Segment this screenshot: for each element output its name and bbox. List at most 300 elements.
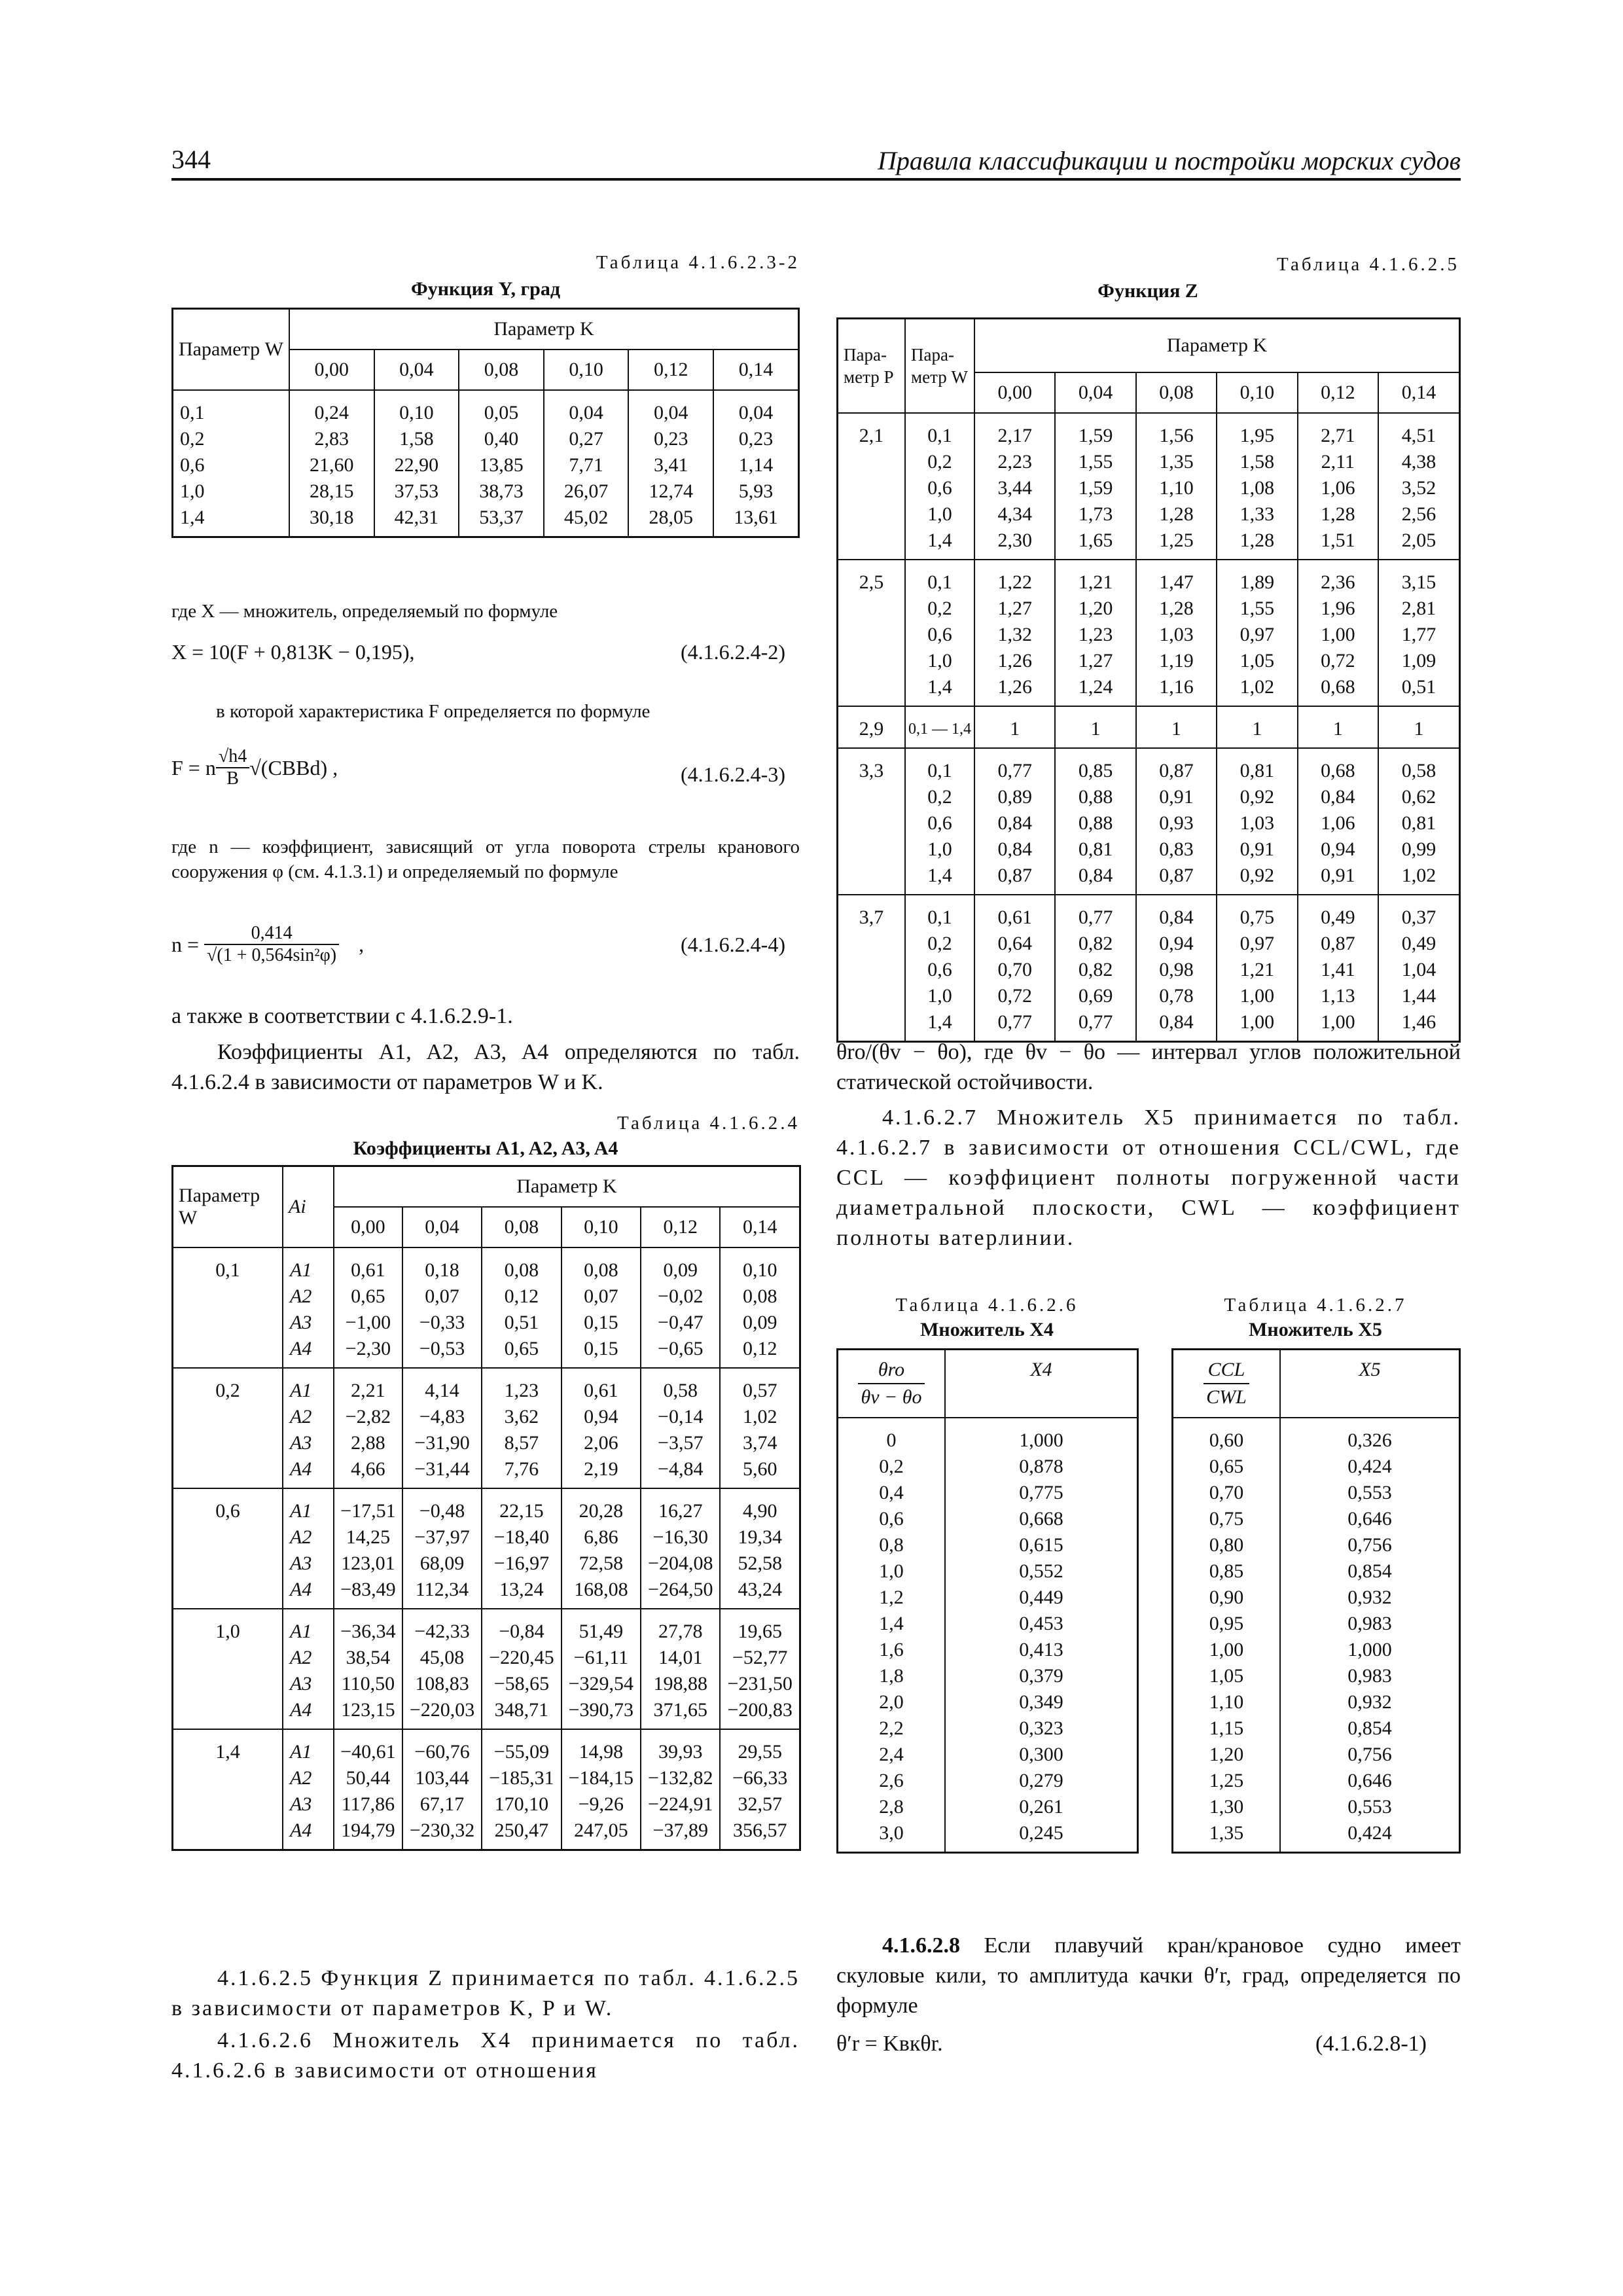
table-cell: 1,28 <box>1136 596 1217 622</box>
w-value: 1,4 <box>905 1009 974 1042</box>
table-cell: 4,90 <box>720 1488 800 1524</box>
table-cell: 0,07 <box>402 1283 482 1310</box>
table-cell: 1,27 <box>1055 648 1135 674</box>
paragraph-4-1-6-2-5-number: 4.1.6.2.5 <box>217 1966 313 1990</box>
multiplier-value: 0,424 <box>1280 1454 1460 1480</box>
table-cell: 4,14 <box>402 1368 482 1404</box>
table-cell: 0,62 <box>1378 784 1459 810</box>
k-value-header: 0,12 <box>628 350 713 390</box>
equation-8-1: θ′r = Kвкθr. <box>836 2032 943 2056</box>
table-cell: 1,21 <box>1217 957 1297 983</box>
table-row <box>838 560 1460 596</box>
table-cell: −31,90 <box>402 1430 482 1456</box>
multiplier-value: 0,878 <box>945 1454 1138 1480</box>
a-coefficient-label: A1 <box>283 1729 334 1765</box>
equation-f <box>171 746 338 789</box>
table-row <box>1173 1742 1460 1768</box>
table-cell: 0,81 <box>1055 836 1135 863</box>
table-cell: 2,88 <box>334 1430 402 1456</box>
ratio-value: 0,6 <box>838 1506 946 1532</box>
table-cell: 0,77 <box>974 748 1055 784</box>
table-x5 <box>1171 1348 1461 1854</box>
table-cell: 3,62 <box>482 1404 561 1430</box>
ratio-value: 1,4 <box>838 1611 946 1637</box>
table-row <box>838 674 1460 706</box>
table-cell: 0,07 <box>562 1283 641 1310</box>
table-cell: 1,02 <box>720 1404 800 1430</box>
table-cell: 3,15 <box>1378 560 1459 596</box>
ratio-value: 0,95 <box>1173 1611 1281 1637</box>
table-cell: 3,52 <box>1378 475 1459 501</box>
a-coefficient-label: A2 <box>283 1524 334 1551</box>
ratio-value: 1,6 <box>838 1637 946 1663</box>
table-cell: 0,40 <box>459 426 544 452</box>
w-value: 0,1 <box>173 390 290 426</box>
table-a-ai-header: Ai <box>283 1166 334 1248</box>
table-row <box>173 1368 800 1404</box>
table-cell: 1,13 <box>1298 983 1378 1009</box>
table-cell: 2,81 <box>1378 596 1459 622</box>
table-cell: −0,14 <box>641 1404 720 1430</box>
table-cell: 4,51 <box>1378 413 1459 449</box>
a-coefficient-label: A3 <box>283 1551 334 1577</box>
table-y-param-w-header: Параметр W <box>173 309 290 391</box>
paragraph-4-1-6-2-8-number: 4.1.6.2.8 <box>882 1933 960 1958</box>
table-cell: 0,97 <box>1217 931 1297 957</box>
table-row <box>173 452 799 478</box>
paragraph-4-1-6-2-8-text: Если плавучий кран/крановое судно имеет скуловые кили, то амплитуда качки θ′r, град, определяется по формуле <box>836 1933 1461 2018</box>
ratio-value: 1,10 <box>1173 1689 1281 1715</box>
table-row <box>838 1820 1138 1853</box>
a-coefficient-label: A4 <box>283 1697 334 1729</box>
table-cell: 0,15 <box>562 1336 641 1368</box>
table-cell: 1,20 <box>1055 596 1135 622</box>
table-y-param-k-header: Параметр K <box>289 309 799 350</box>
table-row <box>838 475 1460 501</box>
table-x4-col2-header: X4 <box>945 1350 1138 1418</box>
w-value: 0,2 <box>173 426 290 452</box>
multiplier-value: 0,279 <box>945 1768 1138 1794</box>
w-value: 1,0 <box>905 836 974 863</box>
table-cell: 1 <box>974 706 1055 748</box>
table-cell: −4,83 <box>402 1404 482 1430</box>
table-cell: 1,46 <box>1378 1009 1459 1042</box>
w-value: 0,1 <box>905 895 974 931</box>
table-row <box>838 413 1460 449</box>
table-a-param-k-header: Параметр K <box>334 1166 800 1208</box>
multiplier-value: 0,983 <box>1280 1663 1460 1689</box>
table-cell: 52,58 <box>720 1551 800 1577</box>
table-row <box>838 622 1460 648</box>
table-cell: 27,78 <box>641 1609 720 1645</box>
table-cell: 1,51 <box>1298 528 1378 560</box>
multiplier-value: 0,646 <box>1280 1768 1460 1794</box>
table-z-param-k-header: Параметр K <box>974 319 1460 373</box>
multiplier-value: 0,261 <box>945 1794 1138 1820</box>
equation-f-numerator: √h4 <box>216 746 249 768</box>
table-row <box>838 1480 1138 1506</box>
table-cell: 0,84 <box>1055 863 1135 895</box>
table-cell: −185,31 <box>482 1765 561 1791</box>
table-cell: 0,23 <box>713 426 798 452</box>
table-cell: −0,33 <box>402 1310 482 1336</box>
table-cell: 0,94 <box>1136 931 1217 957</box>
table-cell: 2,06 <box>562 1430 641 1456</box>
table-cell: 5,60 <box>720 1456 800 1488</box>
k-value-header: 0,10 <box>1217 372 1297 413</box>
table-cell: 1,25 <box>1136 528 1217 560</box>
table-cell: −66,33 <box>720 1765 800 1791</box>
table-cell: 22,90 <box>374 452 459 478</box>
in-which-f-text: в которой характеристика F определяется по формуле <box>216 701 651 722</box>
ratio-value: 1,00 <box>1173 1637 1281 1663</box>
table-row <box>173 1488 800 1524</box>
ratio-value: 0,60 <box>1173 1418 1281 1454</box>
table-cell: 0,84 <box>1136 895 1217 931</box>
table-cell: −390,73 <box>562 1697 641 1729</box>
k-value-header: 0,00 <box>334 1207 402 1247</box>
table-cell: 0,64 <box>974 931 1055 957</box>
table-cell: 0,87 <box>1136 863 1217 895</box>
table-cell: −200,83 <box>720 1697 800 1729</box>
a-coefficient-label: A1 <box>283 1488 334 1524</box>
table-cell: 1,32 <box>974 622 1055 648</box>
table-cell: 1,96 <box>1298 596 1378 622</box>
table-cell: −0,02 <box>641 1283 720 1310</box>
table-cell: 1,89 <box>1217 560 1297 596</box>
table-cell: 14,25 <box>334 1524 402 1551</box>
table-cell: 0,92 <box>1217 784 1297 810</box>
table-cell: 1,59 <box>1055 475 1135 501</box>
table-cell: 0,24 <box>289 390 374 426</box>
table-cell: 0,93 <box>1136 810 1217 836</box>
table-cell: 13,24 <box>482 1577 561 1609</box>
table-cell: 0,77 <box>1055 895 1135 931</box>
table-cell: 1,47 <box>1136 560 1217 596</box>
table-row <box>1173 1532 1460 1558</box>
a-coefficient-label: A4 <box>283 1577 334 1609</box>
table-row <box>838 895 1460 931</box>
table-cell: 1,28 <box>1136 501 1217 528</box>
table-cell: 1 <box>1055 706 1135 748</box>
ratio-value: 2,6 <box>838 1768 946 1794</box>
table-cell: 1,00 <box>1298 1009 1378 1042</box>
table-cell: 0,09 <box>641 1247 720 1283</box>
table-cell: −52,77 <box>720 1645 800 1671</box>
p-value: 3,7 <box>838 895 906 1042</box>
table-cell: −1,00 <box>334 1310 402 1336</box>
table-z-caption: Таблица 4.1.6.2.5 <box>1276 254 1459 275</box>
table-cell: 0,18 <box>402 1247 482 1283</box>
table-cell: 0,65 <box>482 1336 561 1368</box>
table-x5-col2-header: X5 <box>1280 1350 1460 1418</box>
a-coefficient-label: A2 <box>283 1283 334 1310</box>
table-cell: 0,89 <box>974 784 1055 810</box>
table-cell: 0,97 <box>1217 622 1297 648</box>
table-cell: 4,38 <box>1378 449 1459 475</box>
w-value: 0,1 <box>905 413 974 449</box>
table-cell: 0,12 <box>482 1283 561 1310</box>
table-row <box>838 1611 1138 1637</box>
table-cell: 0,82 <box>1055 957 1135 983</box>
table-row <box>173 478 799 505</box>
table-cell: 1,55 <box>1217 596 1297 622</box>
table-cell: 0,87 <box>974 863 1055 895</box>
table-cell: 0,68 <box>1298 748 1378 784</box>
multiplier-value: 0,983 <box>1280 1611 1460 1637</box>
w-value: 0,6 <box>173 452 290 478</box>
running-title: Правила классификации и постройки морских судов <box>877 146 1461 175</box>
table-cell: 1,02 <box>1378 863 1459 895</box>
table-cell: 198,88 <box>641 1671 720 1697</box>
ratio-value: 1,2 <box>838 1585 946 1611</box>
table-x5-title: Множитель X5 <box>1249 1319 1382 1340</box>
table-x5-col1-denominator: CWL <box>1206 1386 1247 1408</box>
coefficients-paragraph: Коэффициенты A1, A2, A3, A4 определяются по табл. 4.1.6.2.4 в зависимости от параметров W и K. <box>171 1040 800 1094</box>
table-cell: 0,05 <box>459 390 544 426</box>
a-coefficient-label: A1 <box>283 1247 334 1283</box>
table-cell: −31,44 <box>402 1456 482 1488</box>
ratio-value: 1,05 <box>1173 1663 1281 1689</box>
table-row <box>1173 1611 1460 1637</box>
table-cell: −2,82 <box>334 1404 402 1430</box>
table-cell: −184,15 <box>562 1765 641 1791</box>
table-z <box>836 317 1461 1043</box>
table-cell: 1,02 <box>1217 674 1297 706</box>
table-cell: 0,51 <box>1378 674 1459 706</box>
table-cell: −18,40 <box>482 1524 561 1551</box>
table-cell: 72,58 <box>562 1551 641 1577</box>
table-cell: 1,05 <box>1217 648 1297 674</box>
table-cell: 0,23 <box>628 426 713 452</box>
table-row <box>1173 1768 1460 1794</box>
w-value: 1,4 <box>905 674 974 706</box>
table-cell: 1 <box>1298 706 1378 748</box>
where-n-text: где n — коэффициент, зависящий от угла поворота стрелы кранового сооружения φ (см. 4.1.3.1) и определяемый по формуле <box>171 836 800 882</box>
table-cell: 22,15 <box>482 1488 561 1524</box>
paragraph-4-1-6-2-6-text: Множитель X4 принимается по табл. 4.1.6.2.6 в зависимости от отношения <box>171 2028 800 2083</box>
table-cell: 2,36 <box>1298 560 1378 596</box>
k-value-header: 0,08 <box>459 350 544 390</box>
table-cell: 42,31 <box>374 505 459 537</box>
table-x4-col1-numerator: θro <box>858 1357 924 1384</box>
table-cell: 356,57 <box>720 1818 800 1850</box>
table-cell: 0,75 <box>1217 895 1297 931</box>
table-row <box>838 836 1460 863</box>
table-cell: −204,08 <box>641 1551 720 1577</box>
table-cell: 0,72 <box>974 983 1055 1009</box>
w-value: 0,6 <box>905 810 974 836</box>
table-cell: 1,41 <box>1298 957 1378 983</box>
table-cell: 110,50 <box>334 1671 402 1697</box>
equation-n-number: (4.1.6.2.4-4) <box>681 933 785 956</box>
equation-n-numerator: 0,414 <box>204 923 339 945</box>
ratio-value: 1,30 <box>1173 1794 1281 1820</box>
table-cell: 0,84 <box>974 810 1055 836</box>
multiplier-value: 1,000 <box>945 1418 1138 1454</box>
paragraph-4-1-6-2-5-text: Функция Z принимается по табл. 4.1.6.2.5 в зависимости от параметров K, P и W. <box>171 1966 800 2020</box>
table-row <box>1173 1454 1460 1480</box>
ratio-value: 1,15 <box>1173 1715 1281 1742</box>
a-coefficient-label: A2 <box>283 1645 334 1671</box>
multiplier-value: 0,300 <box>945 1742 1138 1768</box>
page-number: 344 <box>171 145 211 174</box>
table-cell: 0,69 <box>1055 983 1135 1009</box>
ratio-value: 0,65 <box>1173 1454 1281 1480</box>
ratio-value: 0 <box>838 1418 946 1454</box>
multiplier-value: 0,646 <box>1280 1506 1460 1532</box>
table-cell: 250,47 <box>482 1818 561 1850</box>
table-cell: 0,04 <box>713 390 798 426</box>
k-value-header: 0,04 <box>374 350 459 390</box>
table-row <box>1173 1689 1460 1715</box>
table-cell: 0,91 <box>1136 784 1217 810</box>
table-cell: −132,82 <box>641 1765 720 1791</box>
table-cell: 0,09 <box>720 1310 800 1336</box>
table-cell: 0,77 <box>974 1009 1055 1042</box>
table-row <box>838 1663 1138 1689</box>
table-row <box>838 1418 1138 1454</box>
table-row <box>838 863 1460 895</box>
ratio-value: 1,20 <box>1173 1742 1281 1768</box>
ratio-value: 0,75 <box>1173 1506 1281 1532</box>
table-cell: 2,30 <box>974 528 1055 560</box>
table-cell: −0,48 <box>402 1488 482 1524</box>
table-cell: 0,61 <box>562 1368 641 1404</box>
table-cell: 0,81 <box>1217 748 1297 784</box>
table-cell: 16,27 <box>641 1488 720 1524</box>
table-cell: 0,08 <box>562 1247 641 1283</box>
table-row <box>838 596 1460 622</box>
table-row <box>838 1742 1138 1768</box>
w-value: 1,4 <box>905 528 974 560</box>
table-cell: 168,08 <box>562 1577 641 1609</box>
table-cell: −83,49 <box>334 1577 402 1609</box>
k-value-header: 0,12 <box>1298 372 1378 413</box>
w-value: 0,6 <box>173 1488 283 1609</box>
table-cell: 2,17 <box>974 413 1055 449</box>
table-cell: 19,65 <box>720 1609 800 1645</box>
w-value: 0,6 <box>905 622 974 648</box>
paragraph-4-1-6-2-8 <box>836 1931 1461 2021</box>
equation-x-number: (4.1.6.2.4-2) <box>681 640 785 664</box>
table-cell: 29,55 <box>720 1729 800 1765</box>
k-value-header: 0,14 <box>713 350 798 390</box>
table-row <box>1173 1663 1460 1689</box>
table-x4 <box>836 1348 1139 1854</box>
table-cell: 1,04 <box>1378 957 1459 983</box>
table-cell: 0,91 <box>1217 836 1297 863</box>
table-cell: 0,57 <box>720 1368 800 1404</box>
equation-f-rhs: √(CBBd) , <box>249 755 338 780</box>
table-cell: 123,15 <box>334 1697 402 1729</box>
multiplier-value: 1,000 <box>1280 1637 1460 1663</box>
k-value-header: 0,10 <box>544 350 629 390</box>
equation-n <box>171 923 364 966</box>
table-cell: 0,98 <box>1136 957 1217 983</box>
table-cell: 4,66 <box>334 1456 402 1488</box>
table-cell: 0,51 <box>482 1310 561 1336</box>
table-y <box>171 308 800 538</box>
table-row <box>173 1609 800 1645</box>
w-value: 1,0 <box>905 501 974 528</box>
p-value: 3,3 <box>838 748 906 895</box>
table-cell: 0,81 <box>1378 810 1459 836</box>
table-row <box>838 1715 1138 1742</box>
table-cell: 117,86 <box>334 1791 402 1818</box>
where-x-text: где X — множитель, определяемый по формуле <box>171 601 558 622</box>
table-cell: −42,33 <box>402 1609 482 1645</box>
table-cell: 14,98 <box>562 1729 641 1765</box>
table-cell: −220,45 <box>482 1645 561 1671</box>
ratio-value: 0,8 <box>838 1532 946 1558</box>
table-cell: 1,59 <box>1055 413 1135 449</box>
table-cell: 0,70 <box>974 957 1055 983</box>
table-row <box>838 1585 1138 1611</box>
table-cell: 1 <box>1136 706 1217 748</box>
k-value-header: 0,08 <box>482 1207 561 1247</box>
table-cell: 6,86 <box>562 1524 641 1551</box>
table-cell: −0,65 <box>641 1336 720 1368</box>
table-cell: −264,50 <box>641 1577 720 1609</box>
table-cell: −17,51 <box>334 1488 402 1524</box>
table-cell: −2,30 <box>334 1336 402 1368</box>
multiplier-value: 0,756 <box>1280 1742 1460 1768</box>
equation-f-denominator: B <box>226 768 239 789</box>
table-row <box>1173 1558 1460 1585</box>
a-coefficient-label: A1 <box>283 1368 334 1404</box>
table-row <box>173 505 799 537</box>
table-row <box>838 528 1460 560</box>
w-value: 1,0 <box>173 478 290 505</box>
table-x4-title: Множитель X4 <box>920 1319 1054 1340</box>
multiplier-value: 0,756 <box>1280 1532 1460 1558</box>
table-cell: −230,32 <box>402 1818 482 1850</box>
table-cell: 1,23 <box>482 1368 561 1404</box>
multiplier-value: 0,245 <box>945 1820 1138 1853</box>
table-cell: 0,49 <box>1298 895 1378 931</box>
table-cell: 8,57 <box>482 1430 561 1456</box>
multiplier-value: 0,424 <box>1280 1820 1460 1853</box>
table-row <box>1173 1637 1460 1663</box>
table-cell: 1,22 <box>974 560 1055 596</box>
table-cell: 0,94 <box>1298 836 1378 863</box>
table-cell: −220,03 <box>402 1697 482 1729</box>
multiplier-value: 0,323 <box>945 1715 1138 1742</box>
equation-n-denominator: √(1 + 0,564sin²φ) <box>207 945 337 965</box>
table-row <box>838 706 1460 748</box>
w-value: 1,4 <box>173 505 290 537</box>
table-cell: −60,76 <box>402 1729 482 1765</box>
table-row <box>838 931 1460 957</box>
table-cell: −329,54 <box>562 1671 641 1697</box>
table-cell: 0,08 <box>720 1283 800 1310</box>
table-row <box>838 1794 1138 1820</box>
ratio-value: 0,90 <box>1173 1585 1281 1611</box>
table-cell: 0,49 <box>1378 931 1459 957</box>
table-cell: 37,53 <box>374 478 459 505</box>
a-coefficient-label: A2 <box>283 1765 334 1791</box>
table-a-title: Коэффициенты A1, A2, A3, A4 <box>353 1138 618 1159</box>
ratio-value: 1,25 <box>1173 1768 1281 1794</box>
w-value: 0,6 <box>905 475 974 501</box>
table-z-title: Функция Z <box>1097 280 1198 302</box>
table-cell: 0,08 <box>482 1247 561 1283</box>
paragraph-4-1-6-2-6-number: 4.1.6.2.6 <box>217 2028 313 2053</box>
table-cell: 0,65 <box>334 1283 402 1310</box>
equation-f-number: (4.1.6.2.4-3) <box>681 762 785 786</box>
paragraph-4-1-6-2-7-number: 4.1.6.2.7 <box>882 1105 978 1130</box>
